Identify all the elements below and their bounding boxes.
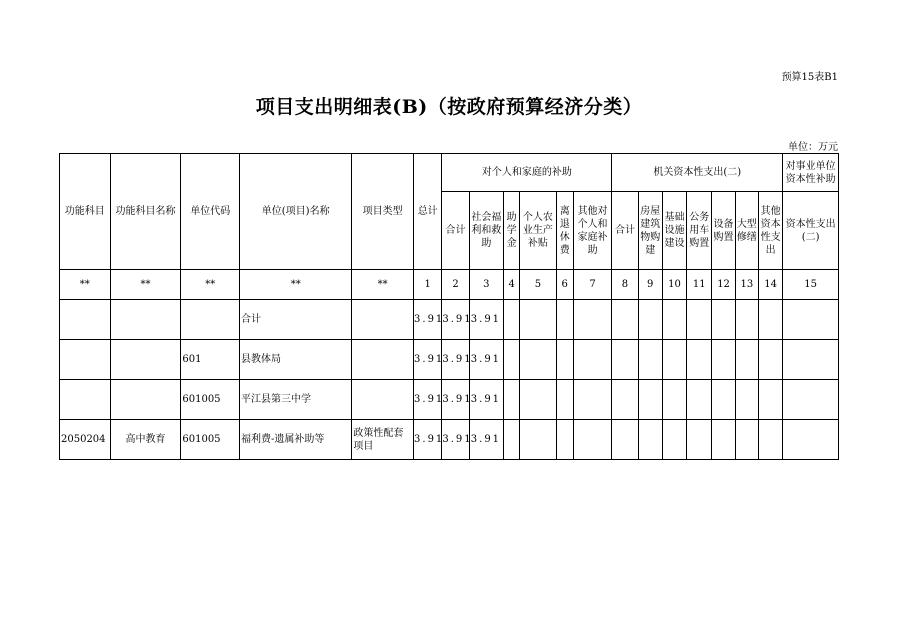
cell-p-welfare: 3.91 (469, 420, 503, 460)
empty-cell (504, 300, 520, 340)
table-row (60, 380, 839, 420)
cell-unit-name: 平江县第三中学 (240, 380, 352, 420)
cell-func-name (110, 380, 181, 420)
index-cell: 12 (712, 270, 735, 300)
col-p-study: 助学金 (504, 192, 520, 270)
col-c-other: 其他资本性支出 (758, 192, 782, 270)
empty-cell (687, 300, 712, 340)
index-cell: 8 (612, 270, 638, 300)
empty-cell (662, 300, 686, 340)
empty-cell (735, 300, 758, 340)
col-c-equip: 设备购置 (712, 192, 735, 270)
empty-cell (573, 300, 612, 340)
cell-total: 3.91 (414, 420, 442, 460)
empty-cell (504, 340, 520, 380)
table-row (60, 300, 839, 340)
empty-cell (504, 380, 520, 420)
empty-cell (573, 380, 612, 420)
col-p-total: 合计 (442, 192, 469, 270)
empty-cell (556, 420, 573, 460)
cell-unit-code: 601 (181, 340, 240, 380)
index-cell: 7 (573, 270, 612, 300)
col-p-farm: 个人农业生产补贴 (520, 192, 556, 270)
index-cell: 15 (783, 270, 839, 300)
col-func-name: 功能科目名称 (110, 154, 181, 270)
col-p-other: 其他对个人和家庭补助 (573, 192, 612, 270)
table-row (60, 340, 839, 380)
index-cell: 11 (687, 270, 712, 300)
cell-project-type: 政策性配套项目 (352, 420, 414, 460)
empty-cell (662, 340, 686, 380)
cell-p-welfare: 3.91 (469, 300, 503, 340)
index-cell: 5 (520, 270, 556, 300)
empty-cell (662, 380, 686, 420)
cell-func-name: 高中教育 (110, 420, 181, 460)
empty-cell (735, 420, 758, 460)
col-c-repair: 大型修缮 (735, 192, 758, 270)
index-cell: 9 (638, 270, 662, 300)
header-row-1 (60, 154, 839, 192)
index-cell: ** (352, 270, 414, 300)
index-cell: 4 (504, 270, 520, 300)
index-cell: 1 (414, 270, 442, 300)
group-capital: 机关资本性支出(二) (612, 154, 783, 192)
group-personal: 对个人和家庭的补助 (442, 154, 612, 192)
cell-func-code (60, 340, 111, 380)
col-c-building: 房屋建筑物购建 (638, 192, 662, 270)
col-project-type: 项目类型 (352, 154, 414, 270)
cell-p-welfare: 3.91 (469, 340, 503, 380)
index-cell: 3 (469, 270, 503, 300)
col-unit-name: 单位(项目)名称 (240, 154, 352, 270)
col-c-infra: 基础设施建设 (662, 192, 686, 270)
cell-p-total: 3.91 (442, 380, 469, 420)
cell-unit-code: 601005 (181, 420, 240, 460)
index-cell: ** (240, 270, 352, 300)
index-cell: 2 (442, 270, 469, 300)
empty-cell (638, 300, 662, 340)
cell-p-welfare: 3.91 (469, 380, 503, 420)
index-cell: ** (181, 270, 240, 300)
index-cell: 14 (758, 270, 782, 300)
budget-table (59, 153, 839, 460)
empty-cell (758, 300, 782, 340)
col-total: 总计 (414, 154, 442, 270)
col-p-welfare: 社会福利和救助 (469, 192, 503, 270)
empty-cell (783, 420, 839, 460)
empty-cell (612, 380, 638, 420)
cell-project-type (352, 300, 414, 340)
empty-cell (712, 300, 735, 340)
cell-p-total: 3.91 (442, 300, 469, 340)
empty-cell (520, 380, 556, 420)
empty-cell (638, 420, 662, 460)
index-cell: ** (110, 270, 181, 300)
empty-cell (783, 340, 839, 380)
index-row (60, 270, 839, 300)
empty-cell (573, 340, 612, 380)
cell-func-code: 2050204 (60, 420, 111, 460)
cell-unit-name: 合计 (240, 300, 352, 340)
cell-func-code (60, 380, 111, 420)
empty-cell (712, 420, 735, 460)
col-c-car: 公务用车购置 (687, 192, 712, 270)
empty-cell (556, 340, 573, 380)
cell-unit-name: 县教体局 (240, 340, 352, 380)
page-title: 项目支出明细表(B)（按政府预算经济分类） (255, 96, 643, 118)
cell-func-name (110, 300, 181, 340)
empty-cell (556, 300, 573, 340)
empty-cell (520, 420, 556, 460)
empty-cell (687, 420, 712, 460)
cell-p-total: 3.91 (442, 340, 469, 380)
empty-cell (783, 300, 839, 340)
empty-cell (638, 340, 662, 380)
empty-cell (520, 300, 556, 340)
empty-cell (504, 420, 520, 460)
cell-func-code (60, 300, 111, 340)
form-code: 预算15表B1 (781, 72, 838, 83)
empty-cell (735, 380, 758, 420)
empty-cell (735, 340, 758, 380)
empty-cell (758, 340, 782, 380)
cell-total: 3.91 (414, 300, 442, 340)
empty-cell (612, 420, 638, 460)
col-c-total: 合计 (612, 192, 638, 270)
cell-p-total: 3.91 (442, 420, 469, 460)
cell-project-type (352, 340, 414, 380)
empty-cell (783, 380, 839, 420)
empty-cell (612, 300, 638, 340)
index-cell: 10 (662, 270, 686, 300)
empty-cell (573, 420, 612, 460)
col-func-code: 功能科目 (60, 154, 111, 270)
empty-cell (712, 340, 735, 380)
index-cell: 13 (735, 270, 758, 300)
cell-unit-name: 福利费-遗属补助等 (240, 420, 352, 460)
empty-cell (687, 340, 712, 380)
cell-unit-code: 601005 (181, 380, 240, 420)
unit-label: 单位：万元 (788, 142, 838, 153)
index-cell: 6 (556, 270, 573, 300)
empty-cell (556, 380, 573, 420)
empty-cell (638, 380, 662, 420)
group-subsidy: 对事业单位资本性补助 (783, 154, 839, 192)
col-p-retire: 离退休费 (556, 192, 573, 270)
cell-project-type (352, 380, 414, 420)
empty-cell (662, 420, 686, 460)
empty-cell (612, 340, 638, 380)
col-unit-code: 单位代码 (181, 154, 240, 270)
empty-cell (758, 420, 782, 460)
empty-cell (712, 380, 735, 420)
index-cell: ** (60, 270, 111, 300)
col-s-capital: 资本性支出(二) (783, 192, 839, 270)
empty-cell (687, 380, 712, 420)
empty-cell (758, 380, 782, 420)
cell-func-name (110, 340, 181, 380)
empty-cell (520, 340, 556, 380)
cell-total: 3.91 (414, 340, 442, 380)
cell-unit-code (181, 300, 240, 340)
table-row (60, 420, 839, 460)
cell-total: 3.91 (414, 380, 442, 420)
